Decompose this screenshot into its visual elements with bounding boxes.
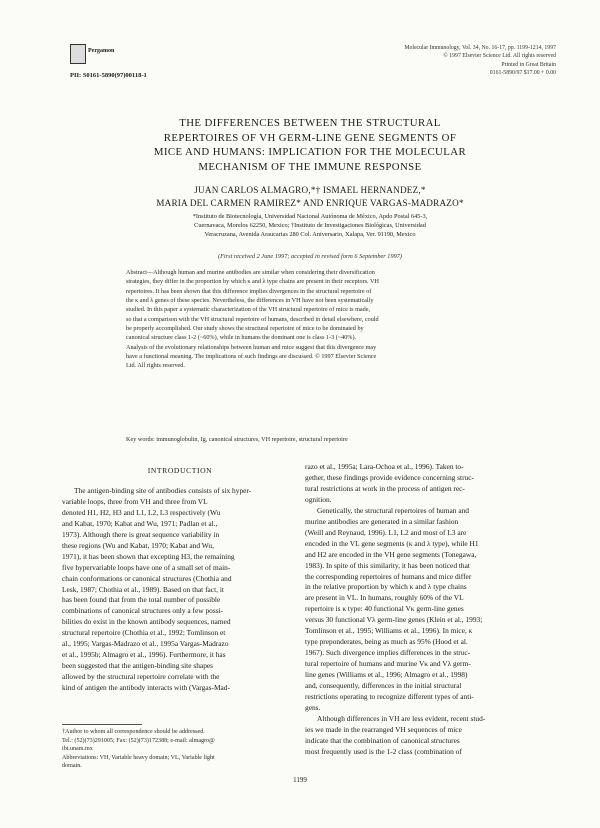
text-line: Genetically, the structural repertoires of human and (317, 505, 469, 515)
text-line: al., 1995; Vargas-Madrazo et al., 1995a Vargas-Madrazo (62, 639, 229, 649)
introduction-paragraph (305, 462, 541, 506)
abstract-line: canonical structure class 1-2 (~60%), while in humans the dominant one is class 1-3 (~40%). (126, 334, 357, 342)
text-line: type preponderates, being as much as 95% (Hood et al. (305, 637, 468, 647)
text-line: line genes (Williams et al., 1996; Almagro et al., 1998) (305, 670, 468, 680)
text-line: 1983). In spite of this similarity, it has been noticed that (305, 560, 470, 570)
title-line: THE DIFFERENCES BETWEEN THE STRUCTURAL (179, 117, 441, 129)
text-line: most frequently used is the 1-2 class (combination of (305, 746, 462, 756)
title-line: MICE AND HUMANS: IMPLICATION FOR THE MOLECULAR (153, 146, 467, 158)
affiliation-line: Veracruzana, Avenida Araucarias 280 Col. Aniversario, Xalapa, Ver. 91190, Mexico (204, 231, 416, 239)
introduction-paragraph (305, 506, 541, 714)
text-line: Lesk, 1987; Chothia et al., 1989). Based on that fact, it (62, 584, 224, 594)
abstract-line: so that a comparison with the VH structural repertoire of humans, described in detail elsewhere, could (126, 315, 379, 323)
text-line: bilities do exist in the known antibody sequences, named (62, 617, 231, 627)
text-line: these regions (Wu and Kabat, 1970; Kabat and Wu, (62, 540, 214, 550)
journal-line: Molecular Immunology, Vol. 34, No. 16-17, pp. 1199-1214, 1997 (404, 45, 556, 51)
text-line: repertoire is κ type: 40 functional Vκ germ-line genes (305, 604, 464, 614)
text-line: Tomlinson et al., 1995; Williams et al., 1996). In mice, κ (305, 626, 473, 636)
text-line: gether, these findings provide evidence concerning struc- (305, 472, 475, 482)
text-line: 1973). Although there is great sequence variability in (62, 529, 220, 539)
abstract-line: be properly accomplished. Our study shows the structural repertoire of mice to be dominated by (126, 325, 364, 333)
text-line: in the relative proportion by which κ and λ type chains (305, 582, 467, 592)
footnotes (62, 728, 302, 771)
paper-title (70, 116, 550, 174)
author-line: JUAN CARLOS ALMAGRO,*† ISMAEL HERNANDEZ,* (194, 185, 426, 195)
publisher-logo-icon (70, 44, 86, 64)
text-line: kind of antigen the antibody interacts with (Vargas-Mad- (62, 683, 230, 693)
text-line: chain conformations or canonical structures (Chothia and (62, 573, 232, 583)
text-line: denoted H1, H2, H3 and L1, L2, L3 respectively (Wu (62, 507, 221, 517)
publisher-name: Pergamon (88, 48, 115, 54)
page-number: 1199 (293, 776, 307, 784)
text-line: versus 30 functional Vλ germ-line genes (Klein et al., 1993; (305, 615, 483, 625)
text-line: and Kabat, 1970; Kabat and Wu, 1971; Padlan et al., (62, 518, 218, 528)
text-line: The antigen-binding site of antibodies consists of six hyper- (74, 485, 252, 495)
footnote-line: Tel.: (52)(73)291005; Fax: (52)(73)172388; e-mail: almagro@ (62, 737, 215, 744)
abstract-line: studied. In this paper a systematic characterization of the VH structural repertoire of mice is made, (126, 306, 371, 314)
footnote-line: ibt.unam.mx (62, 746, 93, 753)
keywords: Key words: immunoglobulin, Ig, canonical structures, VH repertoire, structural repertoire (126, 436, 348, 443)
abstract-line: Ltd. All rights reserved. (126, 362, 185, 370)
footnote-line: †Author to whom all correspondence should be addressed. (62, 729, 205, 735)
abstract-line: the κ and λ genes of these species. Nevertheless, the differences in VH have not been systematically (126, 297, 374, 305)
text-line: variable loops, three from VH and three from VL (62, 496, 208, 506)
pii-identifier: PII: S0161-5890(97)00118-1 (70, 72, 147, 79)
author-list (70, 184, 550, 210)
journal-line: Printed in Great Britain (501, 61, 556, 68)
text-line: and H2 are encoded in the VH gene segments (Tonegawa, (305, 549, 477, 559)
text-line: allowed by the structural repertoire correlate with the (62, 672, 220, 682)
section-heading-introduction: INTRODUCTION (147, 466, 213, 475)
footnote-line: Abbreviations: VH, Variable heavy domain; VL, Variable light (62, 754, 215, 761)
text-line: ognition. (305, 494, 332, 504)
right-column (305, 462, 541, 758)
text-line: are present in VL. In humans, roughly 60% of the VL (305, 593, 464, 603)
text-line: gens. (305, 702, 321, 712)
journal-line: © 1997 Elsevier Science Ltd. All rights reserved (443, 53, 556, 60)
text-line: has been found that from the total number of possible (62, 595, 221, 605)
text-line: structural repertoire (Chothia et al., 1992; Tomlinson et (62, 628, 226, 638)
text-line: 1971), it has been shown that excepting H3, the remaining (62, 551, 235, 561)
text-line: et al., 1995b; Almagro et al., 1996). Furthermore, it has (62, 650, 226, 660)
introduction-text-left (62, 486, 298, 694)
text-line: ies we made in the rearranged VH sequences of mice (305, 724, 462, 734)
text-line: combinations of canonical structures only a few possi- (62, 606, 224, 616)
text-line: tural restrictions at work in the process of antigen rec- (305, 483, 465, 493)
journal-info (336, 44, 556, 78)
received-dates: (First received 2 June 1997; accepted in revised form 6 September 1997) (217, 253, 402, 260)
text-line: and, consequently, differences in the initial structural (305, 681, 462, 691)
abstract-line: have a functional meaning. The implications of such findings are discussed. © 1997 Elsevier Science (126, 353, 377, 361)
text-line: tural repertoire of humans and murine Vκ and Vλ germ- (305, 659, 471, 669)
abstract-line: repertoires. It has been shown that this difference implies divergences in the structural repertoire of (126, 287, 372, 295)
text-line: murine antibodies are generated in a similar fashion (305, 516, 459, 526)
text-line: razo et al., 1995a; Lara-Ochoa et al., 1996). Taken to- (305, 462, 464, 471)
text-line: restrictions operating to recognize different types of anti- (305, 692, 474, 702)
title-line: MECHANISM OF THE IMMUNE RESPONSE (198, 160, 422, 173)
text-line: 1967). Such divergence implies differences in the struc- (305, 648, 471, 658)
affiliation-line: *Instituto de Biotecnología, Universidad Nacional Autónoma de México, Apdo Postal 645-3, (192, 213, 428, 220)
text-line: indicate that the combination of canonical structures (305, 735, 460, 745)
text-line: five hypervariable loops have one of a small set of main- (62, 562, 231, 572)
abstract-line: Analysis of the evolutionary relationships between human and mice suggest that this divergence may (126, 343, 377, 351)
footnote-divider (62, 724, 142, 725)
text-line: Although differences in VH are less evident, recent stud- (317, 713, 486, 723)
abstract-line: strategies, they differ in the proportion by which κ and λ type chains are present in their receptors. VH (126, 278, 379, 286)
abstract-line: Abstract—Although human and murine antibodies are similar when considering their diversification (126, 269, 375, 276)
text-line: encoded in the VL gene segments (κ and λ type), while H1 (305, 538, 479, 548)
introduction-paragraph (305, 714, 541, 758)
abstract (126, 268, 496, 371)
footnote-line: domain. (62, 763, 82, 770)
text-line: the corresponding repertoires of humans and mice differ (305, 571, 472, 581)
left-column (62, 462, 298, 694)
affiliations (100, 212, 520, 240)
journal-line: 0161-5890/97 $17.00 + 0.00 (489, 70, 556, 77)
text-line: (Weill and Reynaud, 1996). L1, L2 and most of L3 are (305, 527, 467, 537)
author-line: MARIA DEL CARMEN RAMIREZ* AND ENRIQUE VARGAS-MADRAZO* (156, 197, 464, 208)
title-line: REPERTOIRES OF VH GERM-LINE GENE SEGMENTS OF (163, 131, 457, 144)
text-line: been suggested that the antigen-binding site shapes (62, 661, 214, 671)
affiliation-line: Cuernavaca, Morelos 62250, Mexico; †Instituto de Investigaciones Biológicas, Universidad (194, 222, 426, 230)
